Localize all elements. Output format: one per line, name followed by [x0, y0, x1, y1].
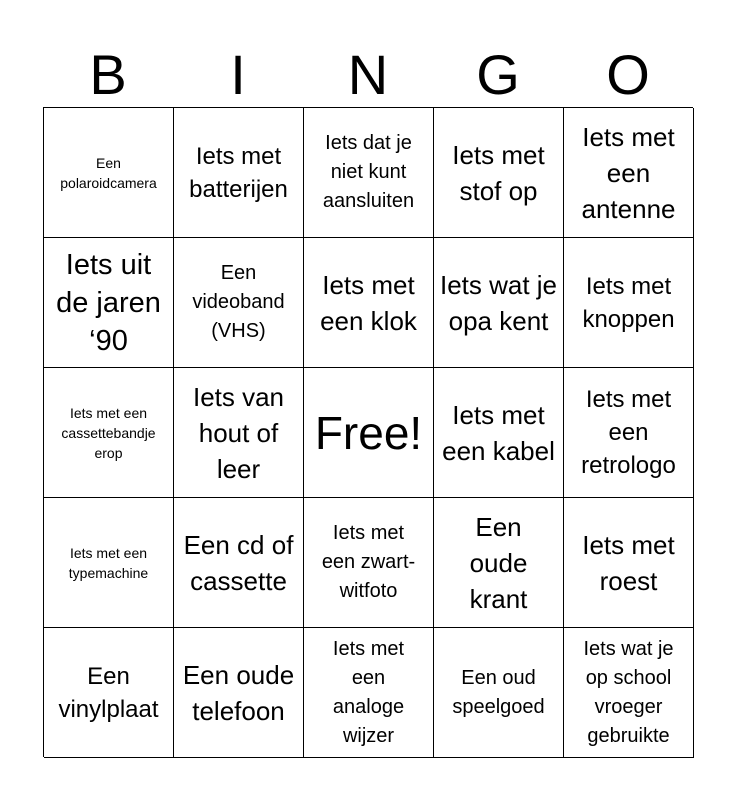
bingo-cell-r1-c1[interactable] [44, 108, 174, 238]
bingo-cell-text: Iets met een zwart-witfoto [321, 522, 416, 602]
bingo-cell-r1-c2[interactable] [174, 108, 304, 238]
bingo-cell-r5-c5[interactable] [564, 628, 694, 758]
bingo-cell-r1-c4[interactable] [434, 108, 564, 238]
header-letter-n: N [347, 43, 389, 106]
bingo-cell-text: Iets wat je op school vroeger gebruikte [583, 637, 674, 747]
bingo-cell-r5-c1[interactable] [44, 628, 174, 758]
bingo-cell-text: Een polaroidcamera [60, 154, 157, 191]
bingo-cell-text: Iets met een retrologo [581, 386, 676, 479]
bingo-cell-text: Iets met knoppen [582, 272, 675, 333]
bingo-cell-text: Een oude telefoon [182, 659, 295, 726]
header-letter-b: B [89, 43, 127, 106]
bingo-cell-r1-c5[interactable] [564, 108, 694, 238]
header-letter-i: I [230, 43, 246, 106]
bingo-cell-text: Iets met een typemachine [68, 544, 149, 581]
bingo-cell-r2-c4[interactable] [434, 238, 564, 368]
free-space-text: Free! [314, 406, 423, 459]
bingo-cell-text: Iets met een klok [320, 269, 417, 336]
bingo-grid [43, 107, 693, 757]
header-letter-o: O [606, 43, 650, 106]
bingo-cell-text: Een videoband (VHS) [192, 262, 285, 342]
bingo-cell-r5-c3[interactable] [304, 628, 434, 758]
bingo-cell-r3-c2[interactable] [174, 368, 304, 498]
bingo-cell-text: Iets uit de jaren ‘90 [56, 248, 161, 357]
bingo-cell-text: Iets met batterijen [189, 142, 288, 203]
bingo-cell-text: Iets van hout of leer [192, 381, 285, 484]
bingo-cell-r2-c2[interactable] [174, 238, 304, 368]
bingo-cell-r2-c5[interactable] [564, 238, 694, 368]
bingo-cell-text: Een cd of cassette [183, 529, 294, 596]
bingo-cell-text: Iets met een kabel [442, 399, 555, 466]
bingo-header [43, 42, 693, 108]
bingo-cell-text: Een oude krant [469, 511, 528, 614]
bingo-cell-r4-c5[interactable] [564, 498, 694, 628]
bingo-cell-r4-c1[interactable] [44, 498, 174, 628]
bingo-cell-text: Iets dat je niet kunt aansluiten [322, 132, 415, 212]
bingo-cell-r3-c5[interactable] [564, 368, 694, 498]
bingo-cell-r3-c4[interactable] [434, 368, 564, 498]
bingo-cell-r5-c4[interactable] [434, 628, 564, 758]
bingo-cell-text: Iets met een cassettebandje erop [61, 404, 156, 461]
bingo-cell-r1-c3[interactable] [304, 108, 434, 238]
bingo-cell-r4-c3[interactable] [304, 498, 434, 628]
bingo-cell-r5-c2[interactable] [174, 628, 304, 758]
bingo-cell-text: Een vinylplaat [58, 662, 159, 723]
bingo-cell-text: Een oud speelgoed [452, 666, 545, 718]
bingo-cell-r2-c3[interactable] [304, 238, 434, 368]
bingo-cell-free[interactable] [304, 368, 434, 498]
bingo-cell-r4-c4[interactable] [434, 498, 564, 628]
bingo-cell-text: Iets met roest [582, 529, 675, 596]
bingo-cell-r3-c1[interactable] [44, 368, 174, 498]
bingo-cell-text: Iets wat je opa kent [439, 269, 558, 336]
header-letter-g: G [476, 43, 520, 106]
bingo-cell-text: Iets met stof op [452, 139, 545, 206]
bingo-cell-r4-c2[interactable] [174, 498, 304, 628]
bingo-cell-text: Iets met een antenne [581, 121, 676, 224]
bingo-cell-text: Iets met een analoge wijzer [332, 637, 405, 747]
bingo-cell-r2-c1[interactable] [44, 238, 174, 368]
